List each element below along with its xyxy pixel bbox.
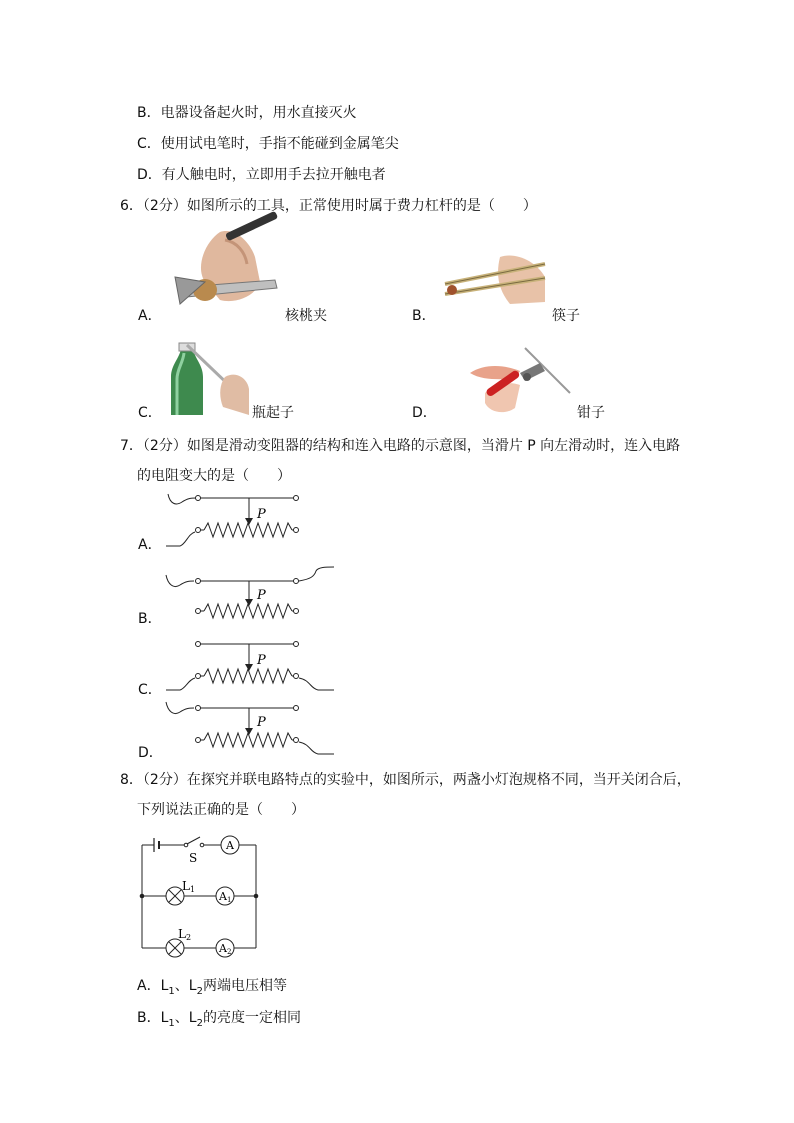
ammeter2-subscript: 2 bbox=[227, 948, 232, 956]
rheostat-diagram-a bbox=[160, 490, 340, 550]
ammeter-main-label: A bbox=[226, 839, 234, 852]
q8-stem-line1: 8．（2分）在探究并联电路特点的实验中，如图所示，两盏小灯泡规格不同，当开关闭合后， bbox=[120, 772, 691, 788]
slider-p-label: P bbox=[257, 653, 266, 668]
q6-option-b-caption: 筷子 bbox=[552, 308, 580, 324]
q7-stem-line1: 7．（2分）如图是滑动变阻器的结构和连入电路的示意图，当滑片 P 向左滑动时，连入电路 bbox=[120, 438, 681, 454]
rheostat-diagram-c bbox=[160, 636, 340, 696]
parallel-circuit-diagram bbox=[138, 832, 263, 956]
q7-stem-line2: 的电阻变大的是（ ） bbox=[137, 468, 291, 484]
q7-option-b-letter: B． bbox=[138, 611, 162, 627]
rheostat-diagram-d bbox=[160, 698, 340, 760]
q6-option-d-letter: D． bbox=[412, 405, 437, 421]
q6-option-a-letter: A． bbox=[138, 308, 162, 324]
q5-option-c: C．使用试电笔时，手指不能碰到金属笔尖 bbox=[137, 136, 399, 152]
q7-option-c-letter: C． bbox=[138, 682, 162, 698]
pliers-illustration bbox=[465, 343, 575, 415]
q6-option-b-letter: B． bbox=[412, 308, 436, 324]
chopsticks-illustration bbox=[440, 252, 550, 307]
slider-p-label: P bbox=[257, 715, 266, 730]
rheostat-diagram-b bbox=[160, 563, 340, 623]
slider-p-label: P bbox=[257, 588, 266, 603]
lamp2-label: L bbox=[178, 927, 186, 941]
q7-option-a-letter: A． bbox=[138, 537, 162, 553]
slider-p-label: P bbox=[257, 507, 266, 522]
bottle-opener-illustration bbox=[163, 337, 249, 415]
q6-option-a-caption: 核桃夹 bbox=[285, 308, 327, 324]
walnut-cracker-illustration bbox=[165, 222, 285, 312]
lamp1-subscript: 1 bbox=[190, 885, 196, 894]
lamp2-subscript: 2 bbox=[186, 933, 192, 942]
q6-stem: 6．（2分）如图所示的工具，正常使用时属于费力杠杆的是（ ） bbox=[120, 198, 537, 214]
ammeter1-label: A bbox=[219, 890, 227, 903]
q6-option-c-letter: C． bbox=[138, 405, 162, 421]
q8-option-b: B．$L_1$、$L_2$的亮度一定相同 bbox=[137, 1010, 301, 1029]
q8-stem-line2: 下列说法正确的是（ ） bbox=[137, 802, 305, 818]
q6-option-d-caption: 钳子 bbox=[577, 405, 605, 421]
q8-option-a: A．$L_1$、$L_2$两端电压相等 bbox=[137, 978, 287, 997]
lamp1-label: L bbox=[182, 879, 190, 893]
ammeter2-label: A bbox=[219, 942, 227, 955]
q6-option-c-caption: 瓶起子 bbox=[252, 405, 294, 421]
switch-label: S bbox=[189, 851, 198, 865]
q7-option-d-letter: D． bbox=[138, 745, 163, 761]
q5-option-b: B．电器设备起火时，用水直接灭火 bbox=[137, 105, 357, 121]
q5-option-d: D．有人触电时，立即用手去拉开触电者 bbox=[137, 167, 386, 183]
ammeter1-subscript: 1 bbox=[227, 896, 232, 904]
